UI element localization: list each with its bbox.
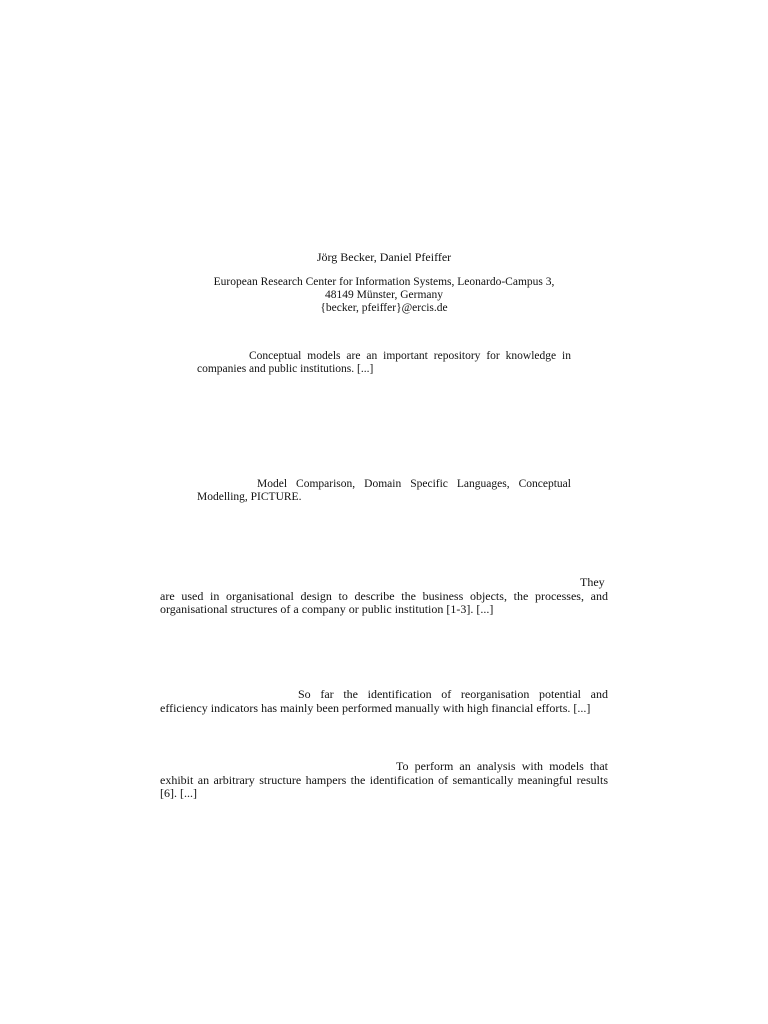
body-paragraph: To perform an analysis with models that exhibit an arbitrary structure hampers the identification of semantically meaningful results [6]. [...] [160,759,608,801]
affiliation-line-1: European Research Center for Information Systems, Leonardo-Campus 3, [213,276,555,288]
abstract-text: Conceptual models are an important repository for knowledge in companies and public institutions. [...] [197,350,571,375]
author-email: {becker, pfeiffer}@ercis.de [320,302,448,314]
keywords: Model Comparison, Domain Specific Languages, Conceptual Modelling, PICTURE. [197,478,571,503]
paper-affiliation [0,276,768,315]
body-paragraph: They are used in organisational design to describe the business objects, the processes, and organisational structures of a company or public institution [1-3]. [...] [160,575,608,617]
affiliation-line-2: 48149 Münster, Germany [324,289,444,301]
paper-authors: Jörg Becker, Daniel Pfeiffer [316,250,452,264]
body-paragraph: So far the identification of reorganisation potential and efficiency indicators has mainly been performed manually with high financial efforts. [...] [160,687,608,715]
